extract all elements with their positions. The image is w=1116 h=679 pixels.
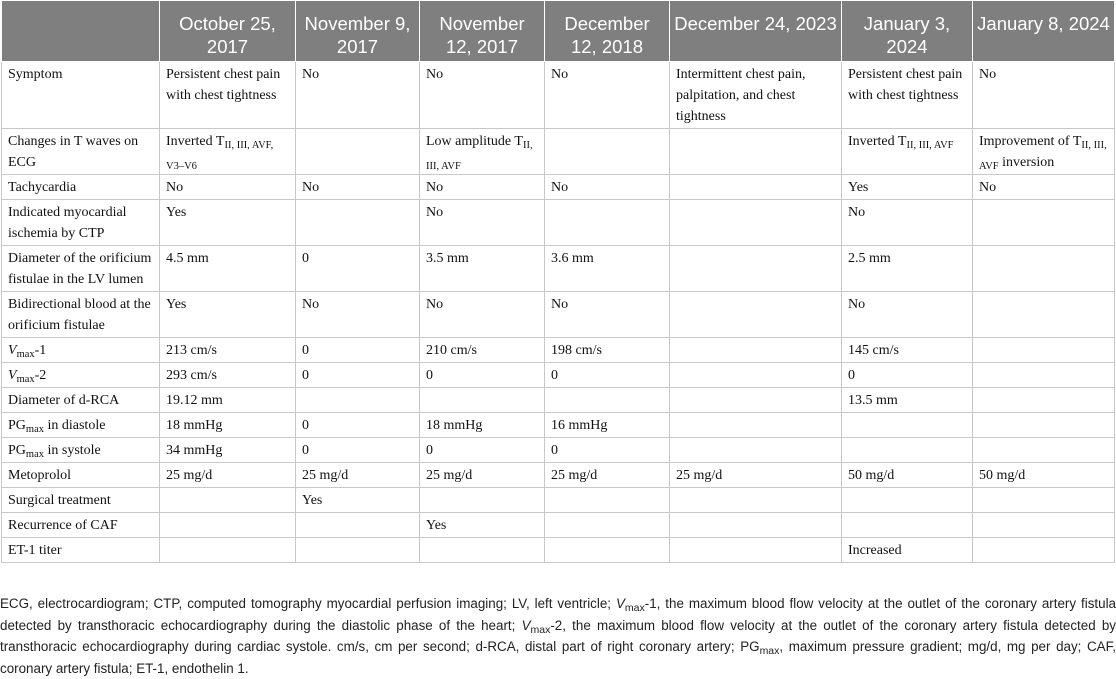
table-cell: 0 [296, 363, 420, 388]
table-cell: No [420, 292, 545, 338]
table-cell: Yes [160, 200, 296, 246]
table-cell: 0 [296, 438, 420, 463]
cell-text: Inverted T [166, 134, 225, 149]
table-cell [973, 200, 1115, 246]
table-row [2, 388, 1115, 413]
footnote-text: -2, the maximum blood flow velocity at the outlet of the coronary artery fistula detected by transthoracic echocardiography during cardiac systole. cm/s, cm per second; d-RCA, distal part of right coronary artery; PG [0, 617, 1116, 654]
table-cell [842, 488, 973, 513]
cell-text: PG [8, 443, 26, 458]
table-cell [973, 413, 1115, 438]
table-cell: 213 cm/s [160, 338, 296, 363]
header-date: November 9, 2017 [296, 1, 420, 62]
table-cell [973, 338, 1115, 363]
table-row [2, 513, 1115, 538]
cell-text: in diastole [43, 418, 106, 433]
table-cell: 145 cm/s [842, 338, 973, 363]
table-row [2, 338, 1115, 363]
row-label: Diameter of the orificium fistulae in the LV lumen [2, 246, 160, 292]
table-cell [545, 488, 670, 513]
cell-subscript: II, III, AVF [979, 140, 1107, 172]
cell-subscript: II, III, AVF [906, 140, 954, 151]
table-row [2, 175, 1115, 200]
row-label [2, 438, 160, 463]
table-row [2, 538, 1115, 563]
cell-subscript: max [16, 374, 35, 385]
table-cell: 18 mmHg [160, 413, 296, 438]
table-cell [670, 538, 842, 563]
footnote-text: , maximum pressure gradient; mg/d, mg per day; CAF, coronary artery fistula; ET-1, endothelin 1. [0, 639, 1116, 676]
table-cell: No [296, 62, 420, 129]
table-cell: No [296, 292, 420, 338]
row-label: Diameter of d-RCA [2, 388, 160, 413]
footnote-text: -1, the maximum blood flow velocity at the outlet of the coronary artery fistula detected by transthoracic echocardiography during the diastolic phase of the heart; [0, 596, 1116, 633]
table-cell [973, 513, 1115, 538]
table-cell [545, 200, 670, 246]
header-date: December 12, 2018 [545, 1, 670, 62]
table-cell: 0 [420, 363, 545, 388]
table-cell: 25 mg/d [160, 463, 296, 488]
table-cell [670, 388, 842, 413]
table-cell [670, 292, 842, 338]
table-cell: 16 mmHg [545, 413, 670, 438]
header-date: December 24, 2023 [670, 1, 842, 62]
table-cell [842, 513, 973, 538]
table-cell [973, 438, 1115, 463]
table-cell [545, 513, 670, 538]
table-cell: 25 mg/d [420, 463, 545, 488]
table-footnote [0, 593, 1116, 679]
table-row [2, 200, 1115, 246]
row-label: Surgical treatment [2, 488, 160, 513]
table-cell [973, 363, 1115, 388]
table-cell: 19.12 mm [160, 388, 296, 413]
header-date: October 25, 2017 [160, 1, 296, 62]
table-cell: 0 [842, 363, 973, 388]
table-cell [670, 246, 842, 292]
table-body [2, 62, 1115, 563]
table-cell: No [420, 62, 545, 129]
row-label: Changes in T waves on ECG [2, 129, 160, 175]
cell-subscript: max [16, 349, 35, 360]
table-cell: Persistent chest pain with chest tightness [842, 62, 973, 129]
table-cell: Yes [842, 175, 973, 200]
table-row [2, 463, 1115, 488]
cell-symbol: V [8, 368, 17, 383]
row-label [2, 338, 160, 363]
table-cell: Intermittent chest pain, palpitation, and chest tightness [670, 62, 842, 129]
table-cell [670, 338, 842, 363]
footnote-subscript: max [759, 645, 780, 657]
table-cell: No [545, 292, 670, 338]
header-date: January 3, 2024 [842, 1, 973, 62]
table-cell: 25 mg/d [545, 463, 670, 488]
table-cell: No [420, 200, 545, 246]
table-cell: 0 [296, 246, 420, 292]
table-cell: Yes [296, 488, 420, 513]
table-cell [842, 129, 973, 175]
table-cell: No [842, 292, 973, 338]
table-cell: 25 mg/d [296, 463, 420, 488]
table-cell [296, 200, 420, 246]
table-cell [420, 488, 545, 513]
table-header [2, 1, 1115, 62]
table-cell: No [296, 175, 420, 200]
table-cell: 3.6 mm [545, 246, 670, 292]
table-cell [670, 488, 842, 513]
row-label: Symptom [2, 62, 160, 129]
table-cell: No [420, 175, 545, 200]
cell-text: -1 [34, 343, 47, 358]
table-cell: 0 [296, 413, 420, 438]
table-cell [296, 388, 420, 413]
row-label: Metoprolol [2, 463, 160, 488]
table-cell [160, 129, 296, 175]
table-cell: Increased [842, 538, 973, 563]
footnote-subscript: max [530, 623, 551, 636]
footnote-symbol: V [615, 596, 625, 611]
table-cell [973, 292, 1115, 338]
header-date: January 8, 2024 [973, 1, 1115, 62]
table-cell: 0 [296, 338, 420, 363]
cell-subscript: II, III, AVF, V3–V6 [166, 140, 274, 172]
table-cell: 50 mg/d [842, 463, 973, 488]
cell-subscript: max [25, 449, 44, 460]
table-cell [296, 538, 420, 563]
table-row [2, 363, 1115, 388]
table-cell [420, 388, 545, 413]
table-row [2, 438, 1115, 463]
table-cell: 18 mmHg [420, 413, 545, 438]
row-label [2, 413, 160, 438]
cell-subscript: max [25, 424, 44, 435]
cell-text: Low amplitude T [426, 134, 523, 149]
table-cell [973, 246, 1115, 292]
row-label: Bidirectional blood at the orificium fistulae [2, 292, 160, 338]
table-cell: Yes [420, 513, 545, 538]
header-date: November 12, 2017 [420, 1, 545, 62]
table-cell [420, 129, 545, 175]
clinical-course-table [1, 0, 1115, 563]
table-cell: 0 [545, 438, 670, 463]
table-cell: 34 mmHg [160, 438, 296, 463]
table-cell [670, 413, 842, 438]
cell-text: -2 [34, 368, 47, 383]
table-cell [420, 538, 545, 563]
table-cell: 50 mg/d [973, 463, 1115, 488]
table-cell: No [973, 62, 1115, 129]
row-label: ET-1 titer [2, 538, 160, 563]
table-cell [545, 538, 670, 563]
row-label: Recurrence of CAF [2, 513, 160, 538]
table-row [2, 413, 1115, 438]
table-cell [670, 129, 842, 175]
table-cell [670, 200, 842, 246]
table-cell [670, 175, 842, 200]
header-corner [2, 1, 160, 62]
table-cell: No [545, 62, 670, 129]
table-cell [973, 388, 1115, 413]
row-label: Indicated myocardial ischemia by CTP [2, 200, 160, 246]
table-cell: 0 [545, 363, 670, 388]
cell-text: PG [8, 418, 26, 433]
table-cell: 293 cm/s [160, 363, 296, 388]
cell-subscript: II, III, AVF [426, 140, 533, 172]
table-cell: Persistent chest pain with chest tightness [160, 62, 296, 129]
table-cell: 198 cm/s [545, 338, 670, 363]
table-cell: 210 cm/s [420, 338, 545, 363]
table-cell [545, 388, 670, 413]
table-cell [670, 513, 842, 538]
table-row [2, 246, 1115, 292]
table-cell [842, 438, 973, 463]
table-cell: 0 [420, 438, 545, 463]
cell-text: in systole [43, 443, 101, 458]
table-cell: No [545, 175, 670, 200]
cell-symbol: V [8, 343, 17, 358]
footnote-subscript: max [624, 602, 645, 614]
cell-text: Improvement of T [979, 134, 1082, 149]
table-row [2, 292, 1115, 338]
table-cell: 2.5 mm [842, 246, 973, 292]
table-cell [296, 129, 420, 175]
table-cell: No [160, 175, 296, 200]
table-row [2, 129, 1115, 175]
table-cell [160, 513, 296, 538]
table-cell [670, 363, 842, 388]
table-cell: 25 mg/d [670, 463, 842, 488]
table-cell [973, 488, 1115, 513]
table-cell: 3.5 mm [420, 246, 545, 292]
header-row [2, 1, 1115, 62]
table-cell [670, 438, 842, 463]
table-cell: No [973, 175, 1115, 200]
table-cell [160, 488, 296, 513]
table-cell [545, 129, 670, 175]
table-cell [296, 513, 420, 538]
table-row [2, 488, 1115, 513]
table-cell [160, 538, 296, 563]
table-cell [973, 538, 1115, 563]
row-label: Tachycardia [2, 175, 160, 200]
cell-text: inversion [998, 155, 1055, 170]
table-cell: 4.5 mm [160, 246, 296, 292]
row-label [2, 363, 160, 388]
footnote-symbol: V [521, 617, 531, 633]
table-cell: No [842, 200, 973, 246]
table-row [2, 62, 1115, 129]
table-cell: Yes [160, 292, 296, 338]
cell-text: Inverted T [848, 134, 907, 149]
footnote-text: ECG, electrocardiogram; CTP, computed tomography myocardial perfusion imaging; LV, left ventricle; [0, 596, 616, 611]
table-cell: 13.5 mm [842, 388, 973, 413]
table-cell [973, 129, 1115, 175]
table-cell [842, 413, 973, 438]
